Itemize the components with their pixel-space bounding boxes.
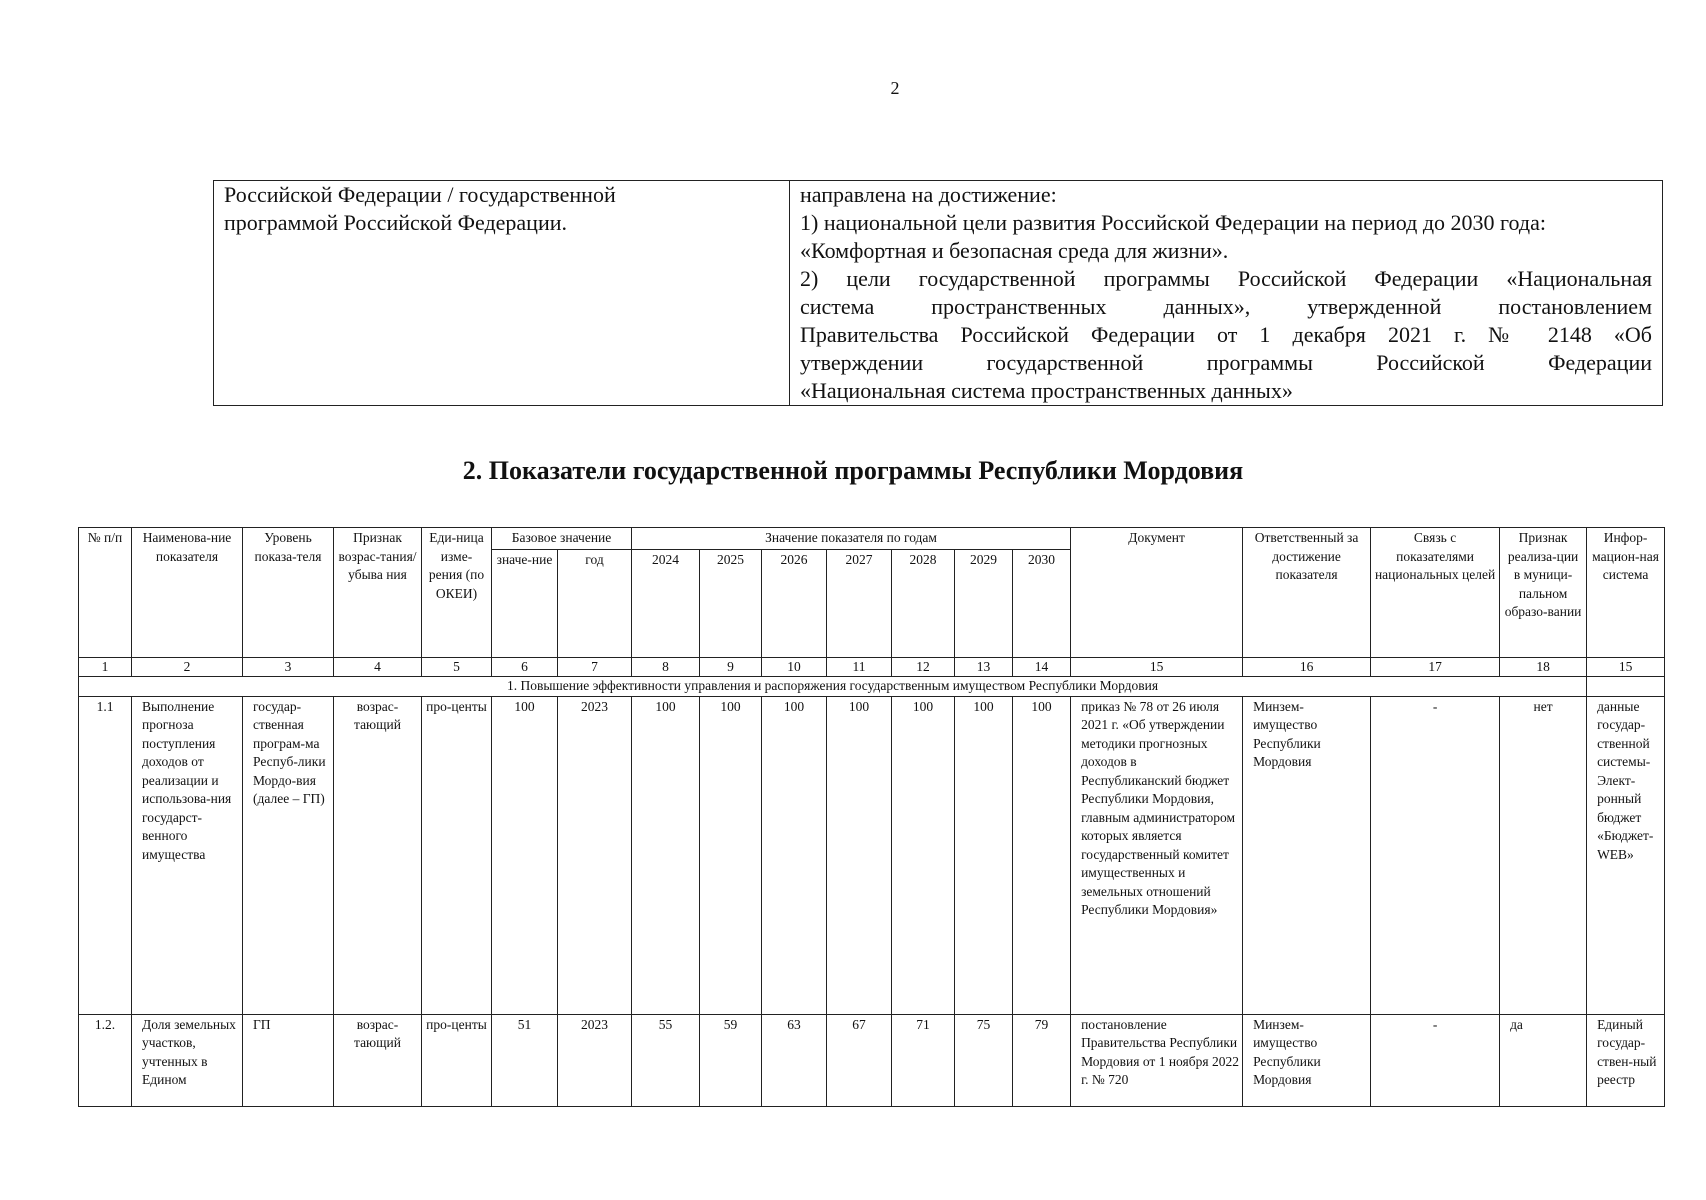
row-base-year: 2023	[558, 1014, 632, 1106]
passport-left-cell	[214, 181, 790, 406]
row-value: 63	[762, 1014, 827, 1106]
row-sign: возрас-тающий	[334, 1014, 422, 1106]
column-number: 7	[558, 657, 632, 677]
row-level: государ-ственная програм-ма Респуб-лики Мордо-вия (далее – ГП)	[243, 696, 334, 1014]
right-line: направлена на достижение:	[800, 182, 1057, 207]
right-line: 2) цели государственной программы Российской Федерации «Национальная	[800, 266, 1652, 291]
row-value: 100	[955, 696, 1013, 1014]
indicators-table	[78, 527, 1665, 1107]
left-line: программой Российской Федерации.	[224, 210, 567, 235]
header-num: № п/п	[79, 528, 132, 658]
section-row-title: 1. Повышение эффективности управления и распоряжения государственным имуществом Республики Мордовия	[79, 677, 1587, 697]
header-year: 2030	[1013, 549, 1071, 657]
header-year: 2027	[827, 549, 892, 657]
row-value: 71	[892, 1014, 955, 1106]
row-value: 100	[632, 696, 700, 1014]
right-line: Правительства Российской Федерации от 1 декабря 2021 г. № 2148 «Об	[800, 322, 1652, 347]
row-value: 100	[700, 696, 762, 1014]
row-sign: возрас-тающий	[334, 696, 422, 1014]
left-line: Российской Федерации / государственной	[224, 182, 616, 207]
column-number: 10	[762, 657, 827, 677]
right-line: утверждении государственной программы Российской Федерации	[800, 350, 1652, 375]
header-year: 2026	[762, 549, 827, 657]
column-number: 17	[1371, 657, 1500, 677]
row-responsible: Минзем-имущество Республики Мордовия	[1243, 1014, 1371, 1106]
right-line: «Национальная система пространственных данных»	[800, 378, 1293, 403]
header-level: Уровень показа-теля	[243, 528, 334, 658]
row-info-system: Единый государ-ствен-ный реестр	[1587, 1014, 1665, 1106]
table-row	[79, 696, 1665, 1014]
header-year: 2025	[700, 549, 762, 657]
table-row	[79, 1014, 1665, 1106]
row-unit: про-центы	[422, 1014, 492, 1106]
row-document: приказ № 78 от 26 июля 2021 г. «Об утверждении методики прогнозных доходов в Республиканский бюджет Республики Мордовия, главным администратором которых является государственный комитет имущественных и земельных отношений Республики Мордовия»	[1071, 696, 1243, 1014]
passport-table-fragment	[213, 180, 1663, 406]
row-num: 1.1	[79, 696, 132, 1014]
column-number: 4	[334, 657, 422, 677]
row-value: 79	[1013, 1014, 1071, 1106]
right-line: система пространственных данных», утвержденной постановлением	[800, 294, 1652, 319]
row-name: Выполнение прогноза поступления доходов от реализации и использова-ния государст-венного имущества	[132, 696, 243, 1014]
column-number: 5	[422, 657, 492, 677]
column-number: 6	[492, 657, 558, 677]
column-number: 14	[1013, 657, 1071, 677]
section-row-empty	[1587, 677, 1665, 697]
column-number: 11	[827, 657, 892, 677]
right-line: 1) национальной цели развития Российской Федерации на период до 2030 года:	[800, 210, 1546, 235]
row-link: -	[1371, 1014, 1500, 1106]
header-sign: Признак возрас-тания/ убыва ния	[334, 528, 422, 658]
page-number: 2	[890, 78, 900, 98]
column-number: 16	[1243, 657, 1371, 677]
row-value: 100	[827, 696, 892, 1014]
column-number: 9	[700, 657, 762, 677]
column-number: 18	[1500, 657, 1587, 677]
section-title: 2. Показатели государственной программы Республики Мордовия	[462, 456, 1244, 485]
header-municipal: Признак реализа-ции в муници-пальном образо-вании	[1500, 528, 1587, 658]
row-document: постановление Правительства Республики Мордовия от 1 ноября 2022 г. № 720	[1071, 1014, 1243, 1106]
header-year: 2029	[955, 549, 1013, 657]
header-base-value: значе-ние	[492, 549, 558, 657]
header-unit: Еди-ница изме-рения (по ОКЕИ)	[422, 528, 492, 658]
row-value: 55	[632, 1014, 700, 1106]
column-number: 2	[132, 657, 243, 677]
row-level: ГП	[243, 1014, 334, 1106]
column-number: 13	[955, 657, 1013, 677]
row-base-value: 51	[492, 1014, 558, 1106]
header-info-system: Инфор-мацион-ная система	[1587, 528, 1665, 658]
row-base-value: 100	[492, 696, 558, 1014]
column-number: 1	[79, 657, 132, 677]
header-values-by-year: Значение показателя по годам	[632, 528, 1071, 550]
row-responsible: Минзем-имущество Республики Мордовия	[1243, 696, 1371, 1014]
row-link: -	[1371, 696, 1500, 1014]
header-year: 2028	[892, 549, 955, 657]
row-num: 1.2.	[79, 1014, 132, 1106]
header-row	[79, 528, 1665, 550]
column-number: 12	[892, 657, 955, 677]
row-municipal: да	[1500, 1014, 1587, 1106]
row-value: 59	[700, 1014, 762, 1106]
row-value: 67	[827, 1014, 892, 1106]
column-number: 15	[1071, 657, 1243, 677]
row-municipal: нет	[1500, 696, 1587, 1014]
row-info-system: данные государ-ственной системы-Элект-ронный бюджет «Бюджет-WEB»	[1587, 696, 1665, 1014]
row-value: 100	[892, 696, 955, 1014]
header-name: Наименова-ние показателя	[132, 528, 243, 658]
passport-right-cell	[790, 181, 1663, 406]
row-value: 100	[1013, 696, 1071, 1014]
column-number: 8	[632, 657, 700, 677]
header-link: Связь с показателями национальных целей	[1371, 528, 1500, 658]
column-number-row	[79, 657, 1665, 677]
header-document: Документ	[1071, 528, 1243, 658]
header-responsible: Ответственный за достижение показателя	[1243, 528, 1371, 658]
section-row	[79, 677, 1665, 697]
header-year: 2024	[632, 549, 700, 657]
row-value: 75	[955, 1014, 1013, 1106]
header-base-year: год	[558, 549, 632, 657]
row-name: Доля земельных участков, учтенных в Едином	[132, 1014, 243, 1106]
right-line: «Комфортная и безопасная среда для жизни».	[800, 238, 1229, 263]
row-base-year: 2023	[558, 696, 632, 1014]
row-value: 100	[762, 696, 827, 1014]
column-number: 3	[243, 657, 334, 677]
column-number: 15	[1587, 657, 1665, 677]
header-base: Базовое значение	[492, 528, 632, 550]
row-unit: про-центы	[422, 696, 492, 1014]
